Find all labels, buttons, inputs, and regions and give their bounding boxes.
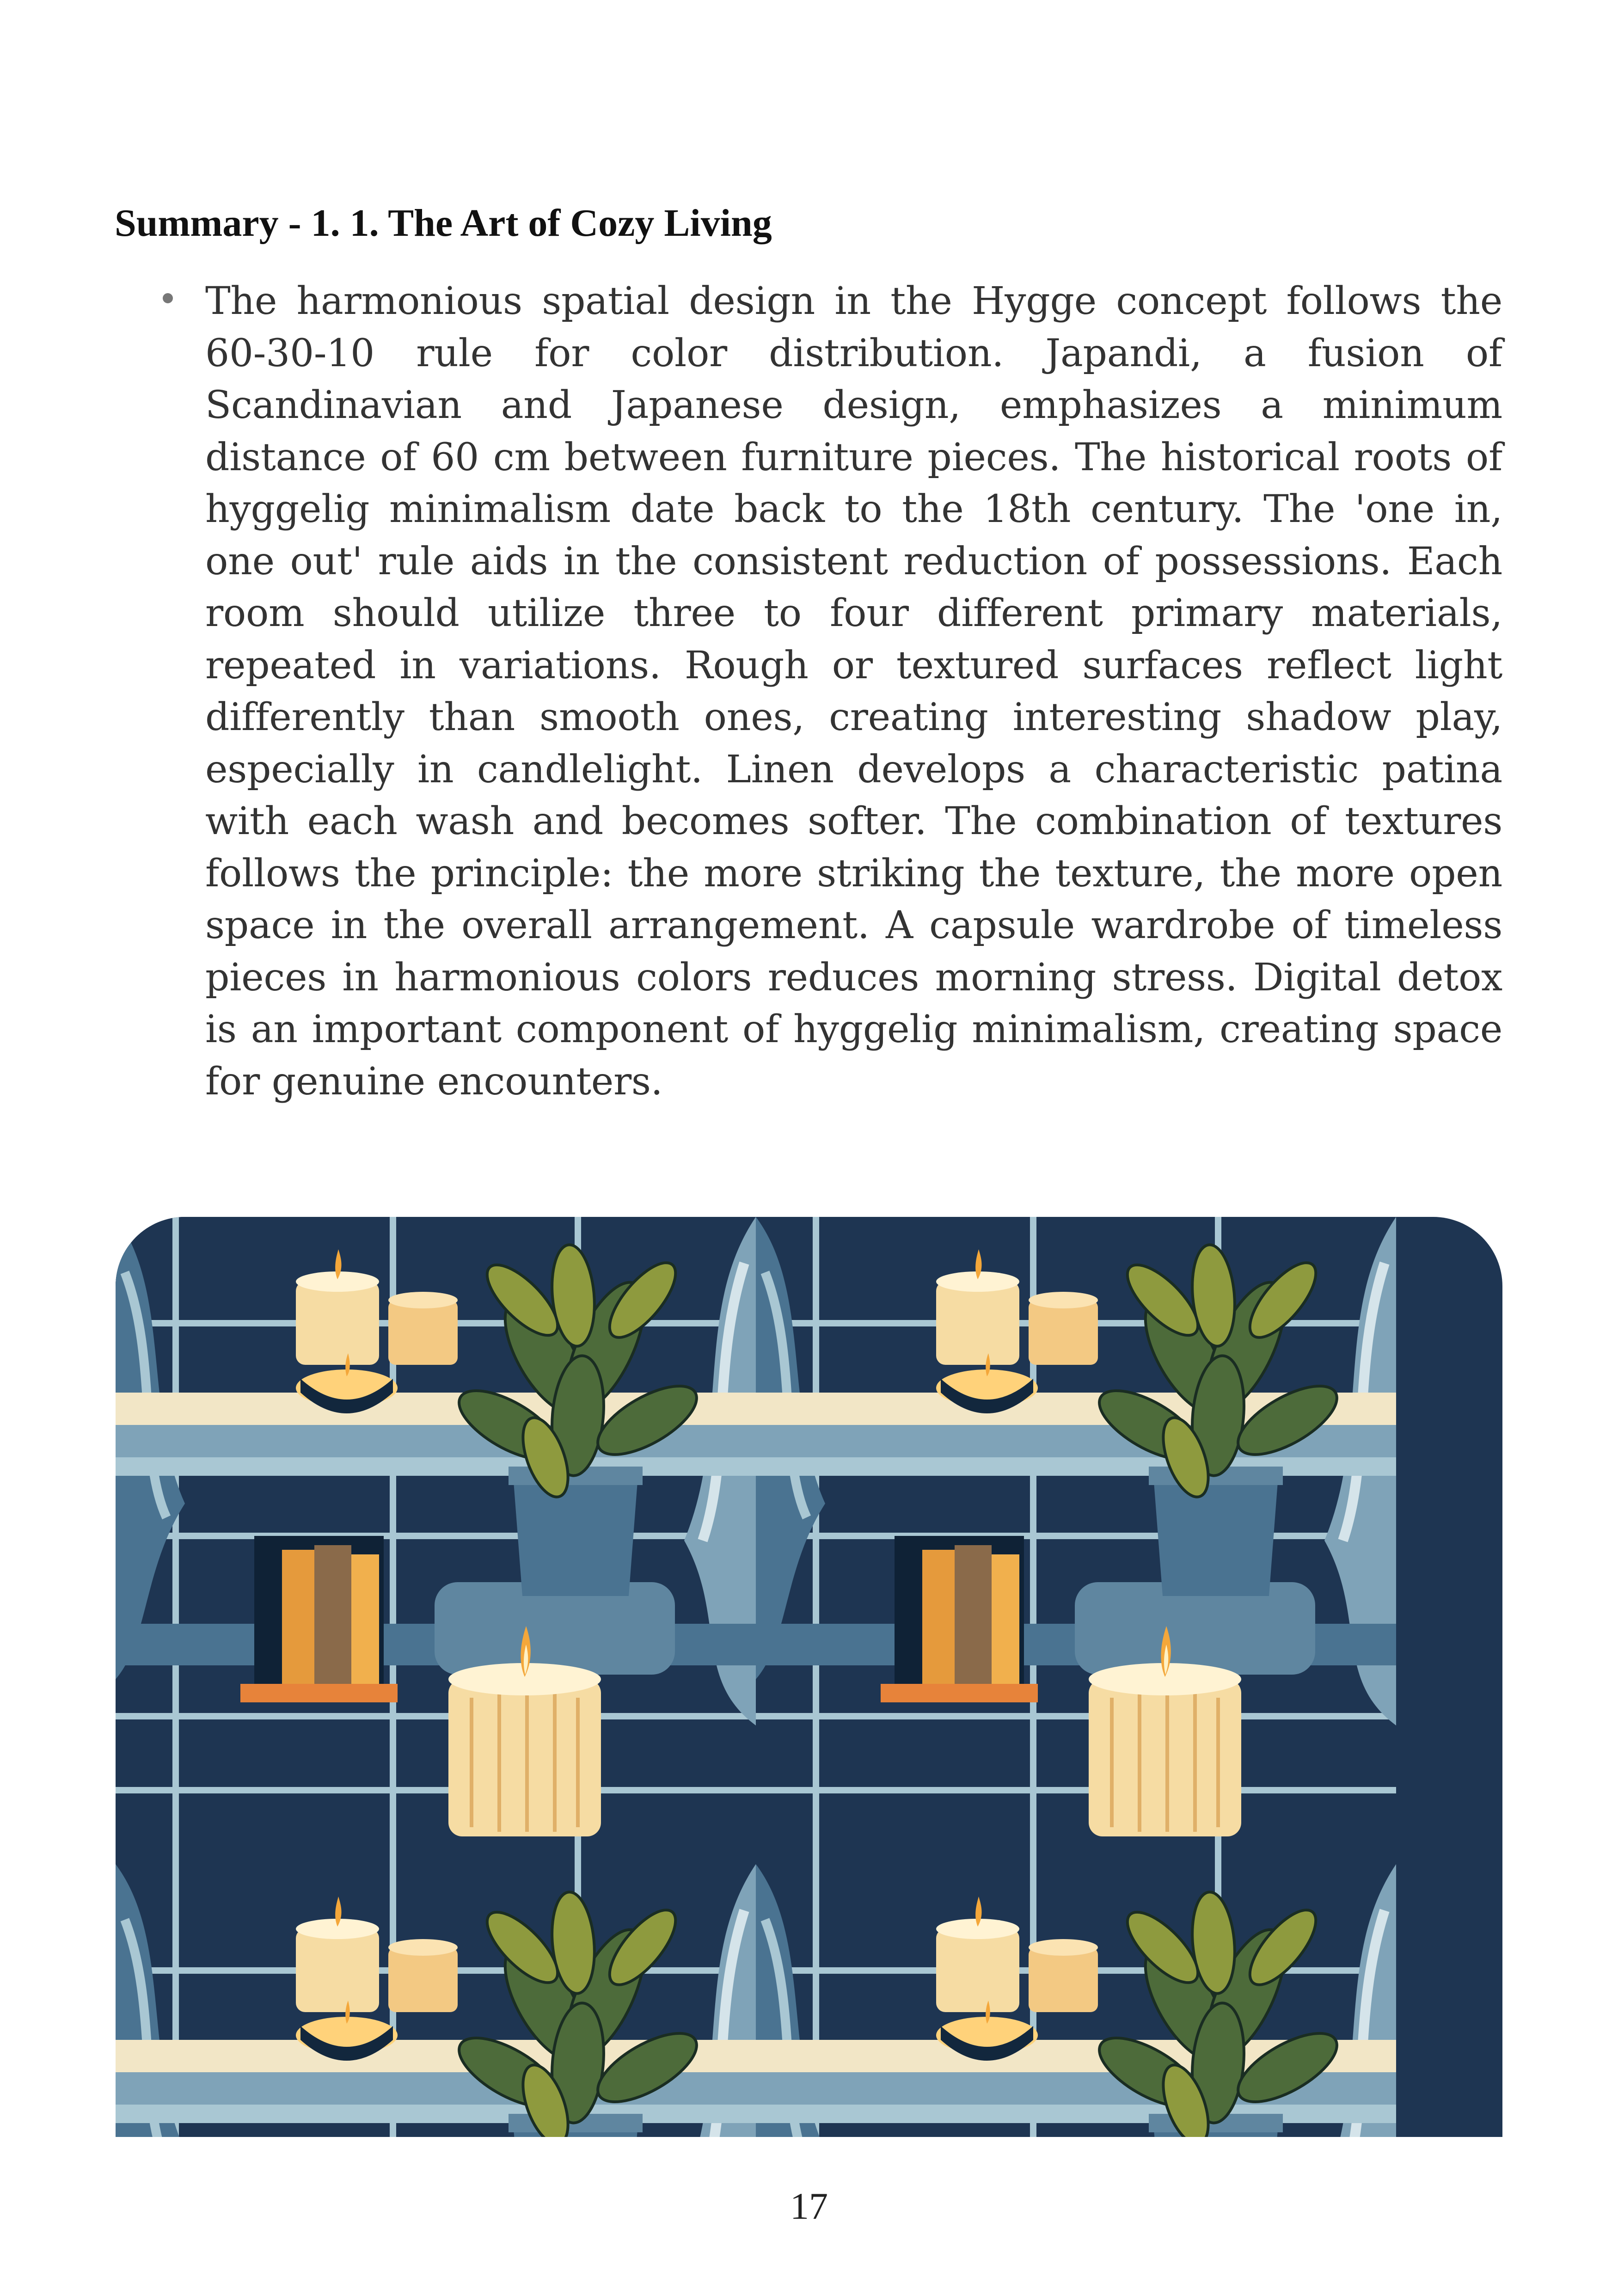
page-number: 17 [790,2185,828,2227]
summary-paragraph: The harmonious spatial design in the Hygge concept follows the 60-30-10 rule for color distribution. Japandi, a fusion of Scandinavian and Japanese design, emphasizes a minimum distance of 60 cm between furniture pieces. The historical roots of hyggelig minimalism date back to the 18th century. The 'one in, one out' rule aids in the consistent reduction of possessions. Each room should utilize three to four different primary materials, repeated in variations. Rough or textured surfaces reflect light differently than smooth ones, creating interesting shadow play, especially in candlelight. Linen develops a characteristic patina with each wash and becomes softer. The combination of textures follows the principle: the more striking the texture, the more open space in the overall arrangement. A capsule wardrobe of timeless pieces in harmonious colors reduces morning stress. Digital detox is an important component of hyggelig minimalism, creating space for genuine encounters. [205,279,1502,1104]
summary-list [157,276,1502,1108]
cozy-illustration [116,1217,1502,2137]
list-item [157,276,1502,1108]
candles-and-plant-window-illustration [116,1217,1502,2137]
section-heading: Summary - 1. 1. The Art of Cozy Living [115,202,772,245]
bullet-icon [163,293,173,303]
